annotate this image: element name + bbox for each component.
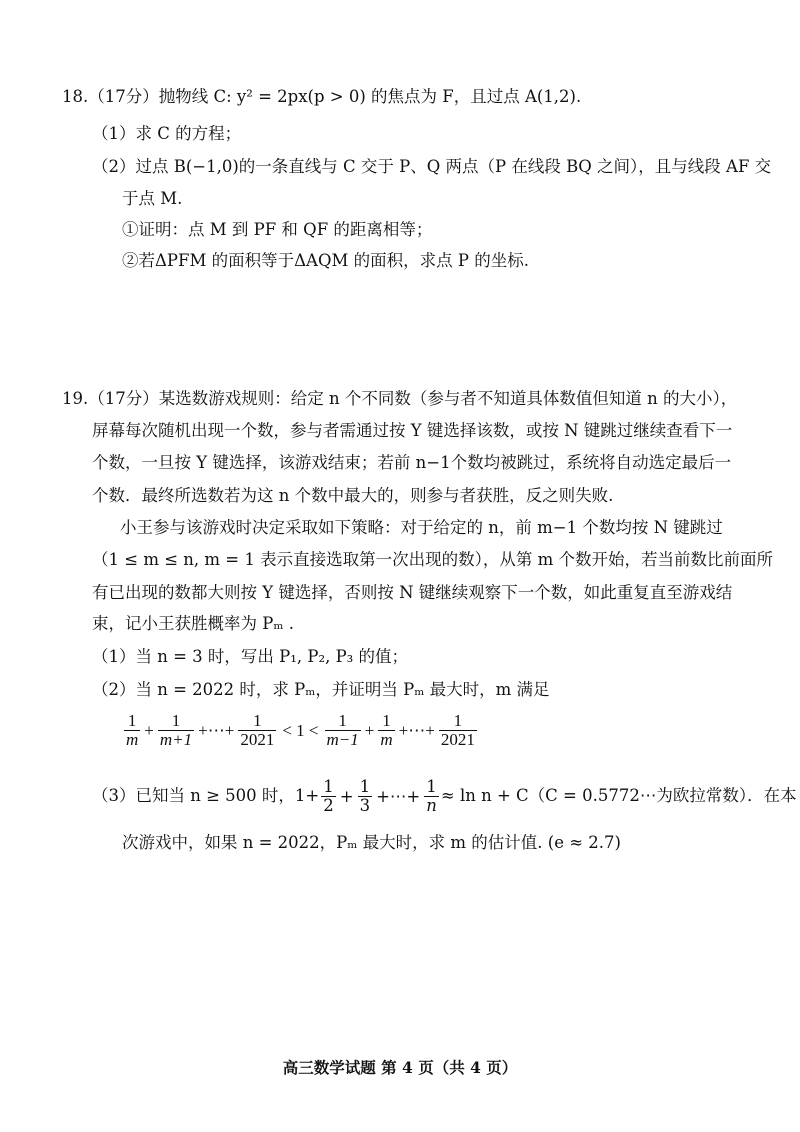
q18-sub1: ①证明：点 M 到 PF 和 QF 的距离相等；	[122, 220, 433, 239]
q19-part1: （1）当 n = 3 时，写出 P₁, P₂, P₃ 的值；	[92, 647, 409, 666]
q18-part1: （1）求 C 的方程；	[92, 124, 242, 143]
q19-stem-line4: 个数．最终所选数若为这 n 个数中最大的，则参与者获胜，反之则失败.	[92, 486, 614, 505]
q19-strategy-line2: （1 ≤ m ≤ n, m = 1 表示直接选取第一次出现的数），从第 m 个数开始，若当前数比前面所	[92, 550, 773, 569]
frac-1-over-m-minus-1: $\frac{1}{m-1}$	[326, 711, 359, 749]
q19-strategy-line4: 束，记小王获胜概率为 Pₘ .	[92, 614, 294, 633]
frac-1-over-m: $\frac{1}{m}$	[126, 711, 139, 749]
q18-stem: 18.（17分）抛物线 C: y² = 2px(p > 0) 的焦点为 F，且过点 A(1,2).	[62, 87, 582, 106]
q18-sub2: ②若ΔPFM 的面积等于ΔAQM 的面积，求点 P 的坐标.	[122, 251, 529, 270]
q18-part2-line1: （2）过点 B(−1,0)的一条直线与 C 交于 P、Q 两点（P 在线段 BQ 之间），且与线段 AF 交	[92, 157, 772, 176]
frac-1-over-m-plus-1: $\frac{1}{m+1}$	[159, 711, 193, 749]
frac-1-over-n: $\frac{1}{n}$	[426, 777, 437, 815]
q19-part3-line1: （3）已知当 n ≥ 500 时，1+ $\frac{1}{2}$ + $\frac{1}{3}$ +⋯+ $\frac{1}{n}$ ≈ ln n + C（C = 0.5772⋯为欧拉常数）．在本	[92, 777, 797, 815]
q19-part2: （2）当 n = 2022 时，求 Pₘ，并证明当 Pₘ 最大时，m 满足	[92, 680, 550, 699]
q19-stem-line3: 个数，一旦按 Y 键选择，该游戏结束；若前 n−1个数均被跳过，系统将自动选定最后一	[92, 453, 732, 472]
frac-1-over-2: $\frac{1}{2}$	[323, 777, 334, 815]
q19-stem-line2: 屏幕每次随机出现一个数，参与者需通过按 Y 键选择该数，或按 N 键跳过继续查看下一	[92, 421, 733, 440]
frac-1-over-2021: $\frac{1}{2021}$	[240, 711, 275, 749]
frac-1-over-3: $\frac{1}{3}$	[359, 777, 371, 815]
q19-stem-line1: 19.（17分）某选数游戏规则：给定 n 个不同数（参与者不知道具体数值但知道 n 的大小），	[62, 389, 738, 408]
q19-strategy-line1: 小王参与该游戏时决定采取如下策略：对于给定的 n，前 m−1 个数均按 N 键跳过	[120, 518, 723, 537]
q19-strategy-line3: 有已出现的数都大则按 Y 键选择，否则按 N 键继续观察下一个数，如此重复直至游戏结	[92, 583, 733, 602]
q19-part3-line2: 次游戏中，如果 n = 2022，Pₘ 最大时，求 m 的估计值. (e ≈ 2.7)	[122, 833, 621, 852]
q19-inequality: $\frac{1}{m}$ + $\frac{1}{m+1}$ +⋯+ $\frac{1}{2021}$ < 1 < $\frac{1}{m-1}$ + $\frac{1}{m}$ +⋯+ $\frac{1}{2021}$	[126, 711, 475, 749]
page-footer: 高三数学试题 第 4 页（共 4 页）	[282, 1058, 518, 1077]
frac-1-over-2021-2: $\frac{1}{2021}$	[440, 711, 475, 749]
frac-1-over-m-2: $\frac{1}{m}$	[380, 711, 393, 749]
q18-part2-line2: 于点 M.	[122, 189, 183, 208]
